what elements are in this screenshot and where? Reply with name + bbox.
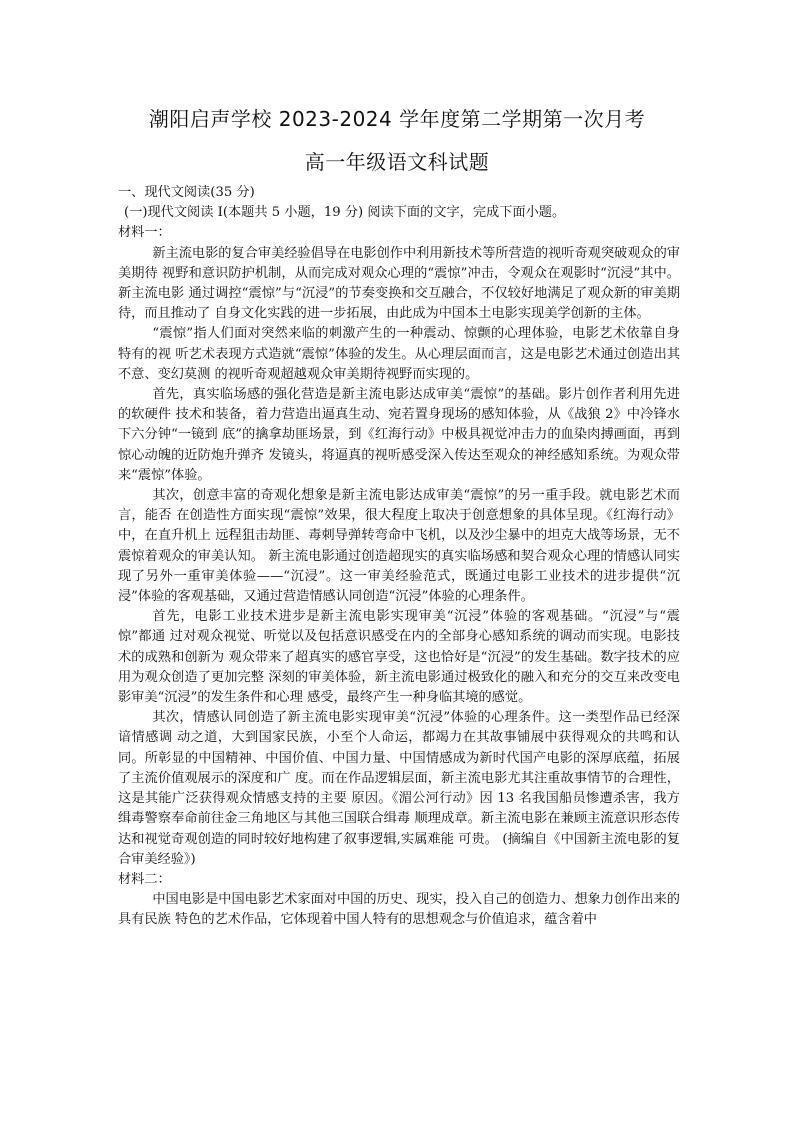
paragraph: 中国电影是中国电影艺术家面对中国的历史、现实，投入自己的创造力、想象力创作出来的具有民族 特色的艺术作品，它体现着中国人特有的思想观念与价值追求，蕴含着中 bbox=[118, 892, 680, 928]
material-label: 材料一： bbox=[118, 225, 171, 241]
exam-title: 潮阳启声学校 2023-2024 学年度第二学期第一次月考 bbox=[148, 107, 646, 131]
paragraph: 其次，创意丰富的奇观化想象是新主流电影达成审美“震惊”的另一重手段。就电影艺术而言，能否 在创造性方面实现“震惊”效果，很大程度上取决于创意想象的具体呈现。《红海行动》中，在直升机上 远程狙击劫匪、毒刺导弹转弯命中飞机，以及沙尘暴中的坦克大战等场景，无不震惊着观众的审美认知。 新主流电影通过创造超现实的真实临场感和契合观众心理的情感认同实现了另外一重审美体验——“沉浸”。这一审美经验范式，既通过电影工业技术的进步提供“沉浸”体验的客观基础，又通过营造情感认同创造“沉浸”体验的心理条件。 bbox=[118, 488, 680, 605]
section-heading: 一、现代文阅读(35 分) bbox=[118, 185, 255, 200]
paragraph: 新主流电影的复合审美经验倡导在电影创作中利用新技术等所营造的视听奇观突破观众的审美期待 视野和意识防护机制，从而完成对观众心理的“震惊”冲击，令观众在观影时“沉浸”其中。新主流电影 通过调控“震惊”与“沉浸”的节奏变换和交互融合，不仅较好地满足了观众新的审美期待，而且推动了 自身文化实践的进一步拓展，由此成为中国本土电影实现美学创新的主体。 bbox=[118, 245, 680, 322]
section-sub-heading: (一)现代文阅读 I(本题共 5 小题，19 分) 阅读下面的文字，完成下面小题。 bbox=[124, 205, 566, 221]
paragraph: “震惊”指人们面对突然来临的刺激产生的一种震动、惊颤的心理体验，电影艺术依靠自身特有的视 听艺术表现方式造就“震惊”体验的发生。从心理层面而言，这是电影艺术通过创造出其不意、变幻莫测 的视听奇观超越观众审美期待视野而实现的。 bbox=[118, 326, 680, 382]
paragraph: 首先，真实临场感的强化营造是新主流电影达成审美“震惊”的基础。影片创作者利用先进的软硬件 技术和装备，着力营造出逼真生动、宛若置身现场的感知体验，从《战狼 2》中冷锋水下六分钟“一镜到 底”的擒拿劫匪场景，到《红海行动》中极具视觉冲击力的血染肉搏画面，再到惊心动魄的近防炮升弹齐 发镜头，将逼真的视听感受深入传达至观众的神经感知系统。为观众带来“震惊”体验。 bbox=[118, 387, 680, 483]
exam-content bbox=[118, 183, 680, 931]
paragraph: 其次，情感认同创造了新主流电影实现审美“沉浸”体验的心理条件。这一类型作品已经深谙情感调 动之道，大到国家民族，小至个人命运，都竭力在其故事铺展中获得观众的共鸣和认同。所彰显的中国精神、中国价值、中国力量、中国情感成为新时代国产电影的深厚底蕴，拓展了主流价值观展示的深度和广 度。而在作品逻辑层面，新主流电影尤其注重故事情节的合理性，这是其能广泛获得观众情感支持的主要 原因。《湄公河行动》因 13 名我国船员惨遭杀害，我方缉毒警察奉命前往金三角地区与其他三国联合缉毒 顺理成章。新主流电影在兼顾主流意识形态传达和视觉奇观创造的同时较好地构建了叙事逻辑,实属难能 可贵。 (摘编自《中国新主流电影的复合审美经验》) bbox=[118, 710, 680, 867]
exam-subtitle: 高一年级语文科试题 bbox=[304, 150, 490, 174]
material-label: 材料二： bbox=[118, 871, 171, 887]
paragraph: 首先，电影工业技术进步是新主流电影实现审美“沉浸”体验的客观基础。“沉浸”与“震惊”都通 过对观众视觉、听觉以及包括意识感受在内的全部身心感知系统的调动而实现。电影技术的成熟和创新为 观众带来了超真实的感官享受，这也恰好是“沉浸”的发生基础。数字技术的应用为观众创造了更加完整 深刻的审美体验，新主流电影通过极致化的融入和充分的交互来改变电影审美“沉浸”的发生条件和心理 感受，最终产生一种身临其境的感觉。 bbox=[118, 609, 680, 706]
